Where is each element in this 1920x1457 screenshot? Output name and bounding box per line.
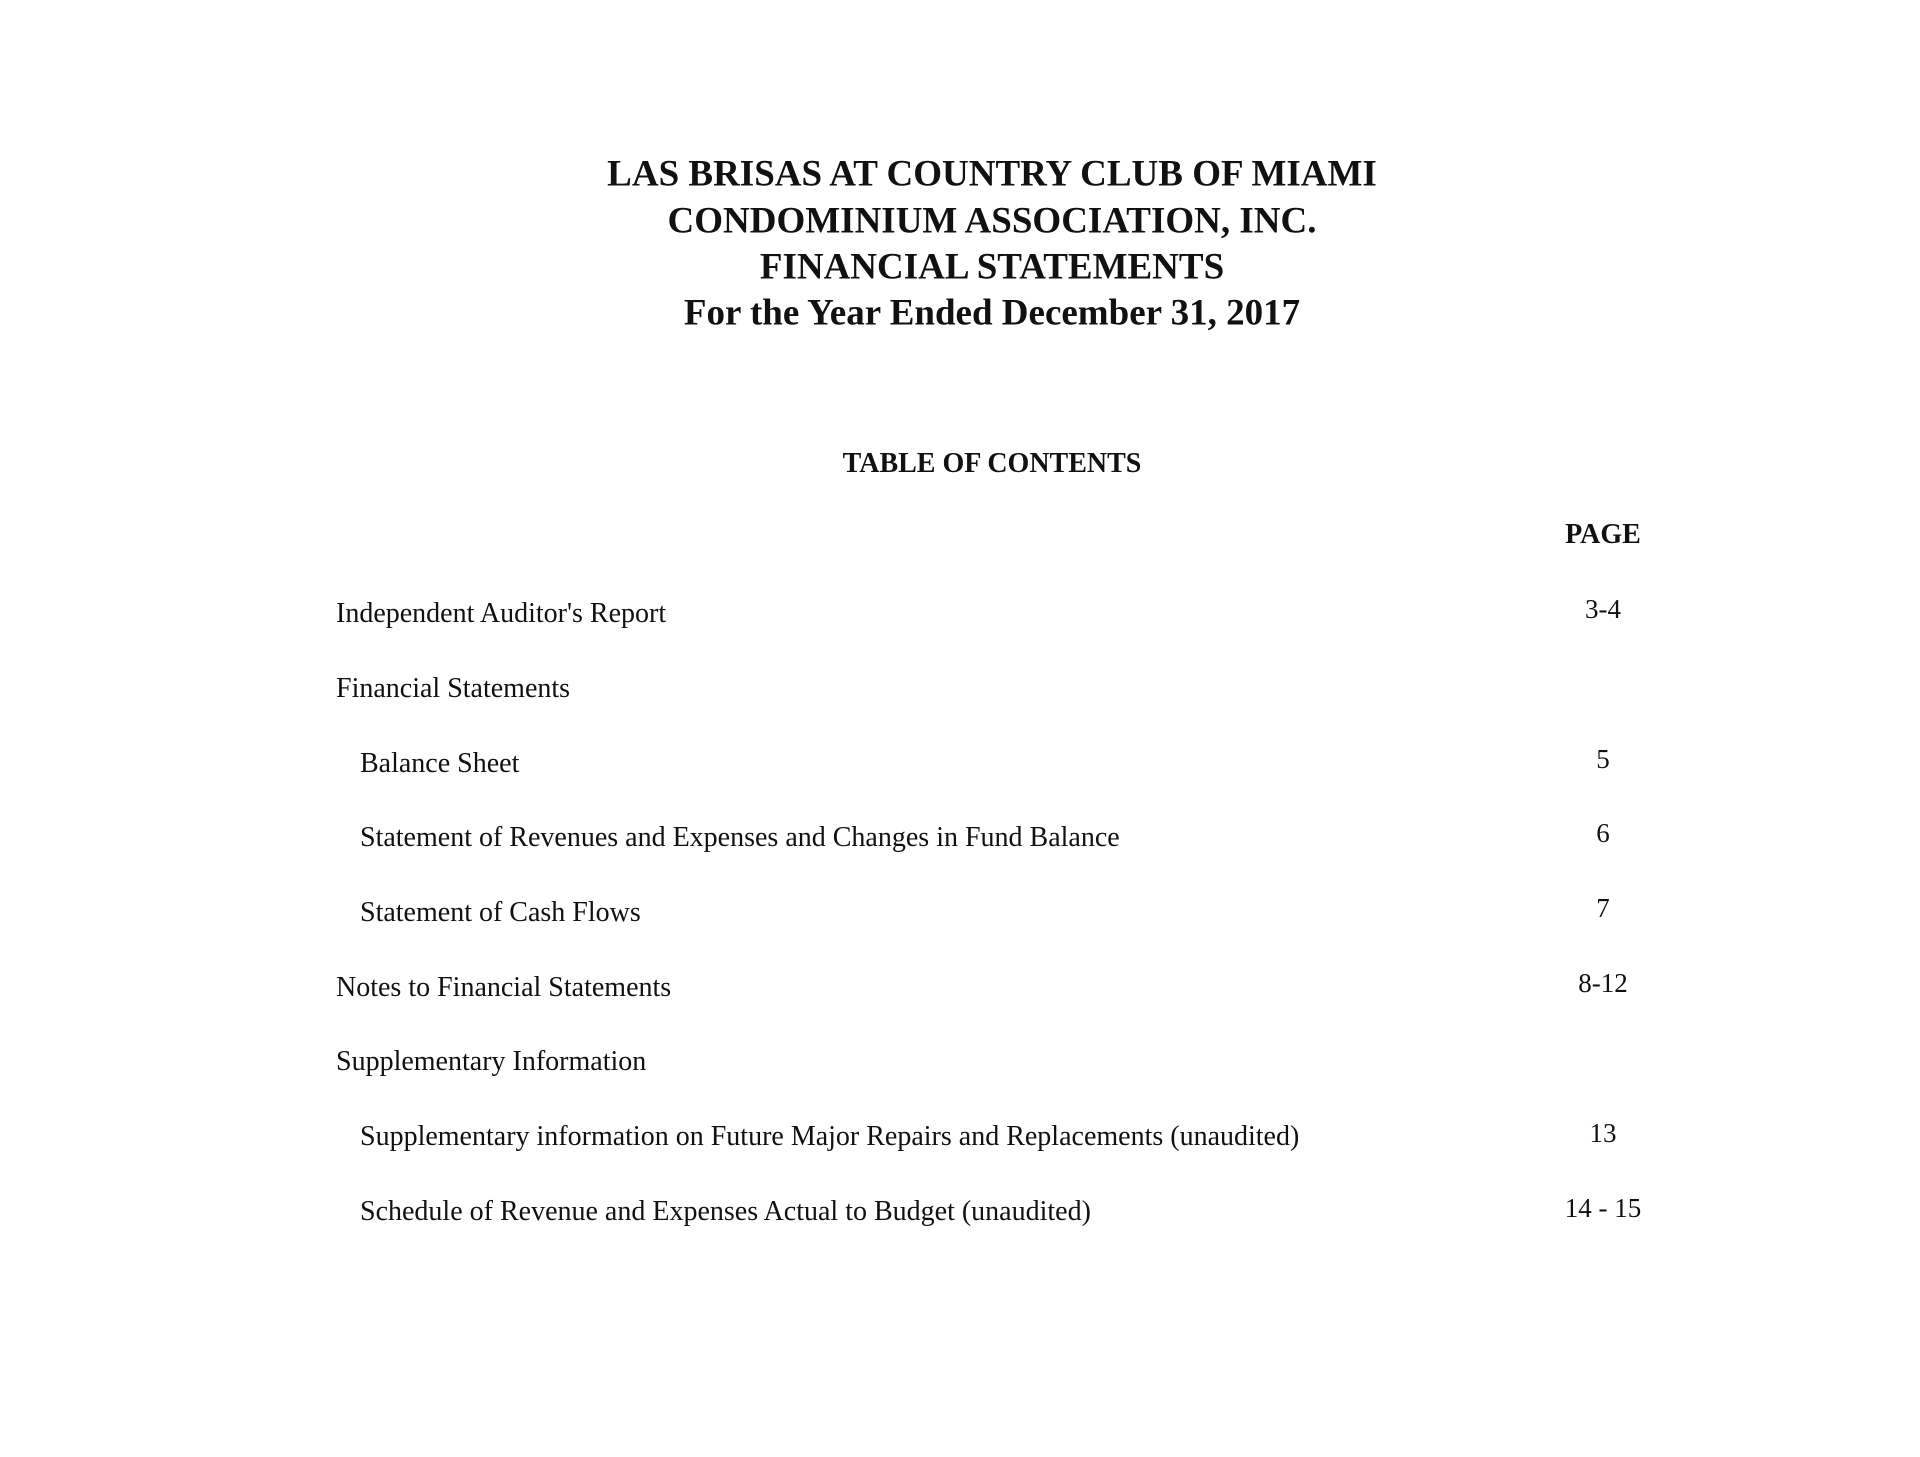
toc-entry <box>0 744 1920 784</box>
toc-entry-page: 14 - 15 <box>1564 1193 1642 1223</box>
toc-entry-page: 6 <box>1596 818 1610 848</box>
page-column-header: PAGE <box>1565 519 1641 550</box>
toc-entry-page: 5 <box>1596 744 1610 774</box>
toc-entry <box>0 1192 1920 1232</box>
toc-entry-page: 3-4 <box>1585 594 1621 624</box>
toc-section <box>0 1042 1920 1082</box>
toc-entry <box>0 968 1920 1008</box>
toc-entry <box>0 594 1920 634</box>
toc-entry-label: Balance Sheet <box>360 748 520 779</box>
toc-entry <box>0 893 1920 933</box>
toc-entry <box>0 1117 1920 1157</box>
toc-entry-page: 7 <box>1596 893 1610 923</box>
toc-entry-label: Statement of Cash Flows <box>360 897 641 928</box>
title-line-2: CONDOMINIUM ASSOCIATION, INC. <box>667 200 1317 242</box>
toc-entry-label: Independent Auditor's Report <box>336 598 667 629</box>
toc-entry-label: Financial Statements <box>336 673 571 704</box>
toc-entry <box>0 818 1920 858</box>
toc-entry-label: Supplementary information on Future Major Repairs and Replacements (unaudited) <box>360 1121 1300 1152</box>
toc-entry-label: Statement of Revenues and Expenses and Changes in Fund Balance <box>360 822 1120 853</box>
toc-section <box>0 669 1920 709</box>
toc-entry-page: 13 <box>1589 1118 1617 1148</box>
toc-title: TABLE OF CONTENTS <box>842 448 1142 479</box>
title-line-4: For the Year Ended December 31, 2017 <box>683 292 1301 334</box>
title-line-3: FINANCIAL STATEMENTS <box>759 246 1225 288</box>
toc-entry-page: 8-12 <box>1578 968 1628 998</box>
title-line-1: LAS BRISAS AT COUNTRY CLUB OF MIAMI <box>607 153 1377 195</box>
toc-entry-label: Supplementary Information <box>336 1046 647 1077</box>
toc-entry-label: Schedule of Revenue and Expenses Actual to Budget (unaudited) <box>360 1196 1091 1227</box>
toc-entry-label: Notes to Financial Statements <box>336 972 672 1003</box>
